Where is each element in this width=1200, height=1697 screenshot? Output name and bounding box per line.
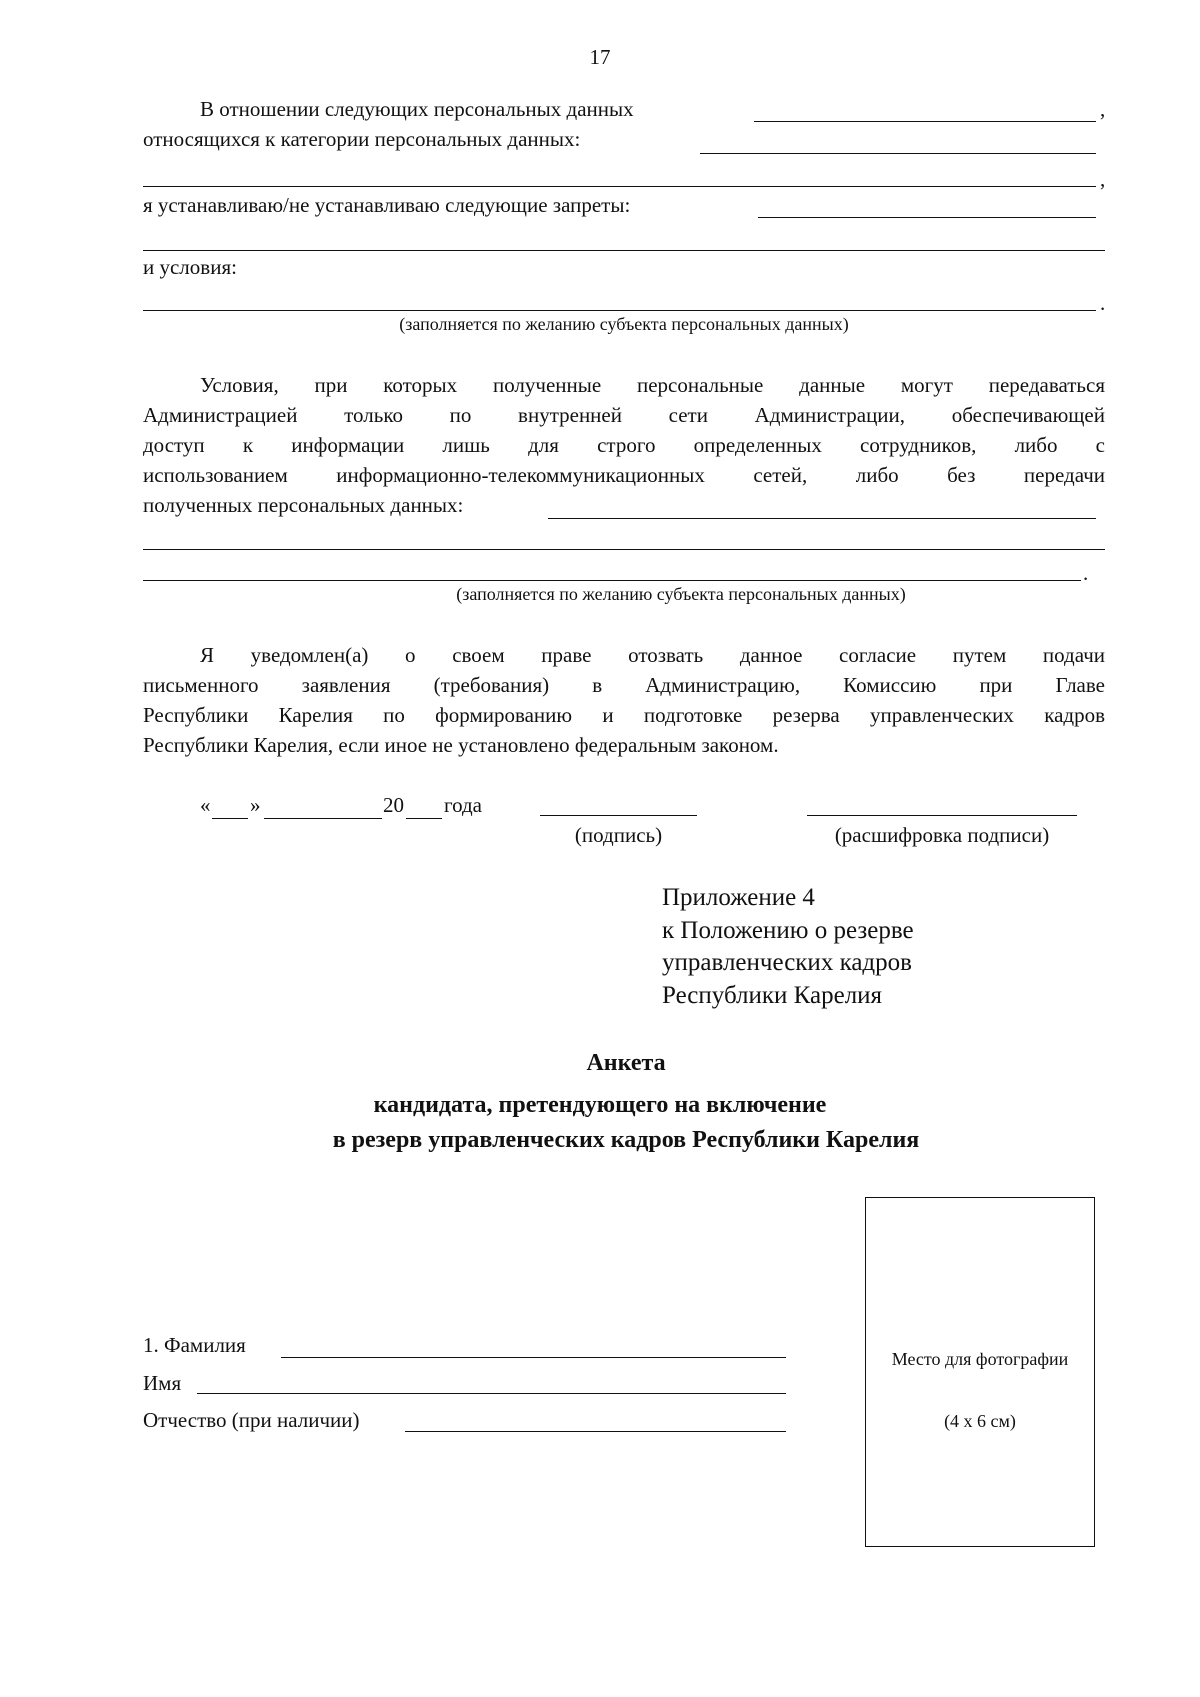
transfer-field-continued[interactable] <box>143 580 1081 581</box>
appendix-line: к Положению о резерве <box>662 916 914 944</box>
surname-label: 1. Фамилия <box>143 1333 246 1357</box>
transfer-text-line: доступ к информации лишь для строго определенных сотрудников, либо с <box>143 433 1105 457</box>
category-field-continued[interactable] <box>143 186 1096 187</box>
optional-hint: (заполняется по желанию субъекта персональных данных) <box>399 314 849 334</box>
date-open-quote: « <box>200 793 211 817</box>
date-year-prefix: 20 <box>383 793 404 817</box>
form-subtitle: кандидата, претендующего на включение <box>373 1092 827 1118</box>
appendix-line: Приложение 4 <box>662 884 815 911</box>
personal-data-label: В отношении следующих персональных данных <box>200 97 634 121</box>
date-day-field[interactable] <box>212 818 248 819</box>
personal-data-field[interactable] <box>754 121 1096 122</box>
date-year-field[interactable] <box>406 818 442 819</box>
transfer-last-line: полученных персональных данных: <box>143 493 464 517</box>
date-month-field[interactable] <box>264 818 382 819</box>
notice-text-line: Республики Карелия по формированию и подготовке резерва управленческих кадров <box>143 703 1105 727</box>
notice-text-line: Я уведомлен(а) о своем праве отозвать данное согласие путем подачи <box>200 643 1105 667</box>
appendix-header <box>662 882 914 1012</box>
signature-field[interactable] <box>540 815 697 816</box>
transfer-text-line: Условия, при которых полученные персональные данные могут передаваться <box>200 373 1105 397</box>
date-close-quote: » <box>250 793 261 817</box>
patronymic-field[interactable] <box>405 1431 786 1432</box>
bans-field[interactable] <box>758 217 1096 218</box>
signature-caption: (подпись) <box>574 823 663 847</box>
photo-size: (4 х 6 см) <box>944 1411 1016 1431</box>
form-title: Анкета <box>586 1050 666 1076</box>
transfer-text-line: Администрацией только по внутренней сети Администрации, обеспечивающей <box>143 403 1105 427</box>
surname-field[interactable] <box>281 1357 786 1358</box>
appendix-line: управленческих кадров <box>662 949 912 976</box>
conditions-field[interactable] <box>143 310 1096 311</box>
signature-decoding-field[interactable] <box>807 815 1077 816</box>
appendix-line: Республики Карелия <box>662 981 883 1009</box>
comma: , <box>1100 167 1106 191</box>
transfer-field-continued[interactable] <box>143 549 1105 550</box>
name-label: Имя <box>143 1371 182 1395</box>
date-year-suffix: года <box>444 793 482 817</box>
category-field[interactable] <box>700 153 1096 154</box>
comma: , <box>1100 97 1106 121</box>
bans-field-continued[interactable] <box>143 250 1105 251</box>
signature-decoding-caption: (расшифровка подписи) <box>834 823 1050 847</box>
transfer-field[interactable] <box>548 518 1096 519</box>
conditions-label: и условия: <box>143 255 237 279</box>
category-label: относящихся к категории персональных данных: <box>143 127 581 151</box>
patronymic-label: Отчество (при наличии) <box>143 1408 360 1432</box>
bans-label: я устанавливаю/не устанавливаю следующие запреты: <box>143 193 631 217</box>
period: . <box>1100 291 1106 315</box>
name-field[interactable] <box>197 1393 786 1394</box>
photo-placeholder[interactable] <box>865 1197 1095 1547</box>
notice-text-line: письменного заявления (требования) в Администрацию, Комиссию при Главе <box>143 673 1105 697</box>
page-number: 17 <box>589 45 611 69</box>
form-subtitle: в резерв управленческих кадров Республики Карелия <box>332 1127 920 1153</box>
notice-last-line: Республики Карелия, если иное не установлено федеральным законом. <box>143 733 779 757</box>
photo-label: Место для фотографии <box>891 1349 1069 1369</box>
period: . <box>1083 561 1089 585</box>
optional-hint: (заполняется по желанию субъекта персональных данных) <box>456 584 906 604</box>
transfer-text-line: использованием информационно-телекоммуникационных сетей, либо без передачи <box>143 463 1105 487</box>
